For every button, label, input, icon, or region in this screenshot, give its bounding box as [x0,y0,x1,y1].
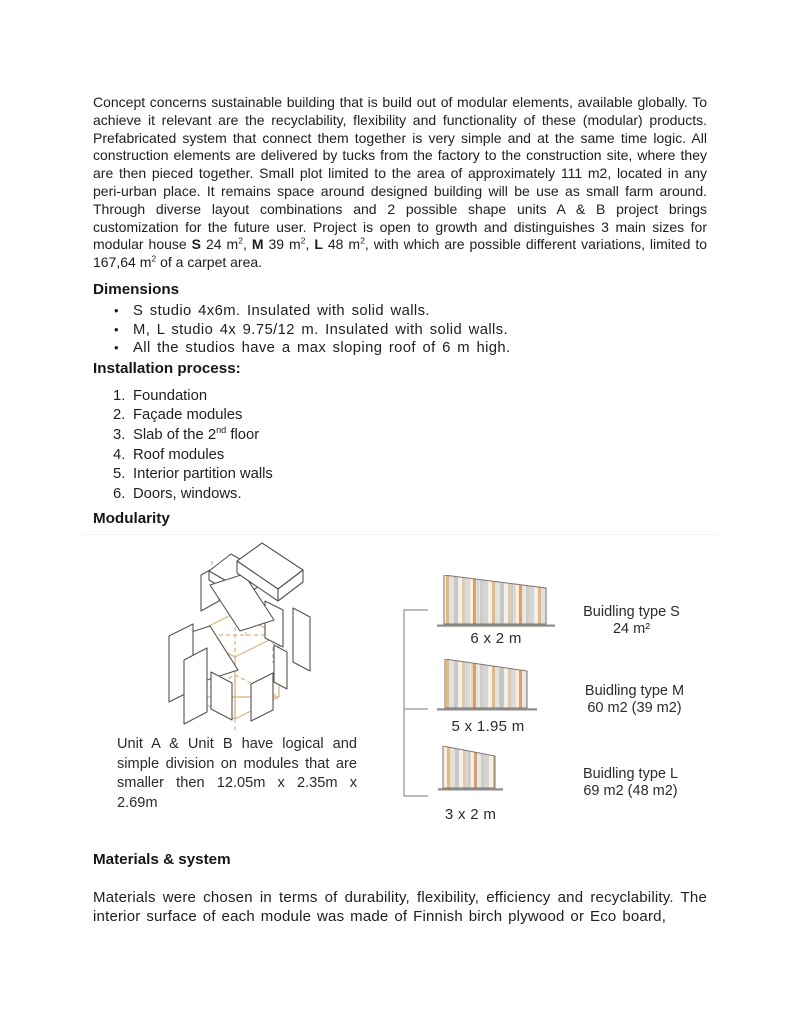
dimensions-heading: Dimensions [93,280,180,298]
step-text: Façade modules [133,407,243,424]
building-type-m-drawing [437,659,537,711]
bullet-icon: • [114,340,119,356]
bracket-line [403,609,429,798]
building-type-s-label [561,604,702,638]
type-name: Buidling type L [582,766,679,783]
type-area: 60 m2 (39 m2) [587,700,682,717]
list-item [113,426,707,446]
list-item [113,406,707,426]
step-text: Interior partition walls [133,466,273,483]
dimensions-bullet-list [93,302,707,358]
step-text: Slab of the 2nd floor [133,425,260,443]
step-text: Doors, windows. [133,485,242,502]
type-area: 69 m2 (48 m2) [583,783,678,800]
list-number: 1. [113,387,126,404]
bullet-icon: • [114,321,119,337]
dimension-label-m: 5 x 1.95 m [451,718,525,736]
list-item [114,321,707,340]
figure-caption: Unit A & Unit B have logical and simple division on modules that are smaller then 12.05m x 2.35m x 2.69m [117,736,357,811]
modularity-figure [83,534,717,838]
step-text: Roof modules [133,446,225,463]
list-number: 2. [113,407,126,424]
materials-heading: Materials & system [93,851,231,869]
list-number: 5. [113,466,126,483]
type-name: Buidling type M [584,683,685,700]
type-area: 24 m² [612,621,651,638]
list-number: 6. [113,485,126,502]
list-item [114,302,707,321]
installation-heading: Installation process: [93,359,241,377]
list-number: 4. [113,446,126,463]
building-type-s-drawing [437,575,555,629]
intro-paragraph: Concept concerns sustainable building that is build out of modular elements, available globally. To achieve it relevant are the recyclability, flexibility and functionality of these (modular) products. Prefabricated system that connect them together is very simple and at the same time logic. All construction elements are delivered by tucks from the factory to the construction site, where they are then pieced together. Small plot limited to the area of approximately 111 m2, located in any peri-urban place. It remains space around designed building will be use as small farm around. Through diverse layout combinations and 2 possible shape units A & B project brings customization for the future user. Project is open to growth and distinguishes 3 main sizes for modular house S 24 $m^2$, M 39 $m^2$, L 48 $m^2$, with which are possible different variations, limited to 167,64 $m^2$ of a carpet area. [93,94,708,271]
list-item [113,387,707,407]
building-type-m-label [564,683,705,717]
list-number: 3. [113,426,126,443]
installation-numbered-list [93,387,707,505]
dimension-label-s: 6 x 2 m [470,630,522,648]
materials-paragraph: Materials were chosen in terms of durability, flexibility, efficiency and recyclability. The interior surface of each module was made of Finnish birch plywood or Eco board, [93,889,707,925]
dimension-label-l: 3 x 2 m [444,806,497,824]
bullet-text: All the studios have a max sloping roof of 6 m high. [133,340,511,357]
list-item [114,339,707,358]
bullet-text: S studio 4x6m. Insulated with solid walls. [133,302,430,319]
bullet-text: M, L studio 4x 9.75/12 m. Insulated with solid walls. [133,321,509,338]
list-item [113,485,707,505]
isometric-module-diagram [113,541,396,738]
type-name: Buidling type S [583,604,680,621]
list-item [113,446,707,466]
modularity-heading: Modularity [93,510,170,528]
bullet-icon: • [114,302,119,318]
building-type-l-label [560,766,701,800]
step-text: Foundation [133,387,208,404]
building-type-l-drawing [438,746,503,791]
list-item [113,465,707,485]
